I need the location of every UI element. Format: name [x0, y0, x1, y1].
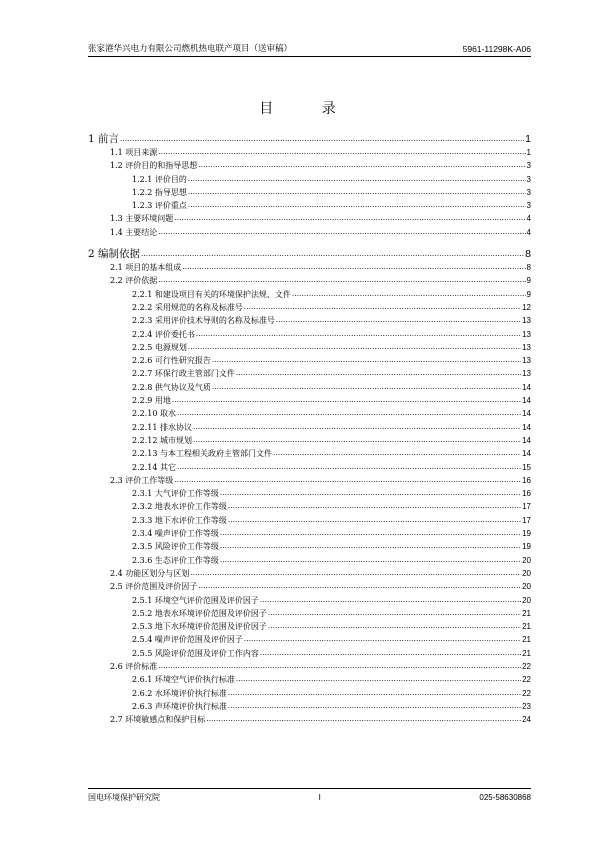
toc-entry[interactable]	[88, 647, 531, 660]
toc-entry-label: 2.5.1 环境空气评价范围及评价因子	[132, 595, 259, 605]
toc-leader-dots	[244, 300, 521, 314]
toc-entry-label: 2.2.12 城市规划	[132, 435, 192, 445]
toc-entry[interactable]	[88, 487, 531, 500]
toc-leader-dots	[188, 185, 526, 199]
toc-entry-label: 2.6.1 环境空气评价执行标准	[132, 675, 235, 685]
toc-entry-label: 2.6 评价标准	[110, 661, 158, 671]
toc-leader-dots	[236, 672, 521, 686]
toc-entry[interactable]	[88, 394, 531, 407]
toc-entry-label: 2 编制依据	[88, 248, 141, 261]
toc-entry[interactable]	[88, 700, 531, 713]
toc-leader-dots	[220, 539, 521, 553]
toc-entry-page: 4	[526, 227, 531, 237]
toc-entry[interactable]	[88, 421, 531, 434]
toc-entry-page: 13	[522, 369, 531, 379]
toc-leader-dots	[236, 366, 521, 380]
toc-entry[interactable]	[88, 594, 531, 607]
toc-entry-page: 21	[522, 648, 531, 658]
toc-leader-dots	[220, 486, 521, 500]
toc-entry-page: 22	[522, 661, 531, 671]
toc-entry-page: 3	[526, 187, 531, 197]
toc-entry-page: 16	[522, 489, 531, 499]
toc-entry[interactable]	[88, 132, 531, 146]
toc-leader-dots	[276, 313, 521, 327]
toc-entry[interactable]	[88, 199, 531, 212]
toc-entry[interactable]	[88, 173, 531, 186]
page-title: 目 录	[259, 101, 358, 117]
toc-entry-page: 17	[522, 502, 531, 512]
toc-leader-dots	[220, 553, 521, 567]
toc-entry[interactable]	[88, 567, 531, 580]
toc-entry-page: 19	[522, 529, 531, 539]
toc-leader-dots	[228, 513, 521, 527]
toc-entry[interactable]	[88, 580, 531, 593]
toc-leader-dots	[206, 712, 521, 726]
toc-entry-page: 20	[522, 568, 531, 578]
toc-entry-label: 2.2.2 采用规范的名称及标准号	[132, 302, 243, 312]
toc-leader-dots	[220, 526, 521, 540]
toc-entry[interactable]	[88, 226, 531, 239]
toc-entry[interactable]	[88, 354, 531, 367]
toc-entry[interactable]	[88, 301, 531, 314]
toc-entry-label: 2.3.6 生态评价工作等级	[132, 555, 219, 565]
footer-page-number: I	[318, 792, 321, 802]
header-rule	[88, 56, 531, 57]
toc-leader-dots	[193, 420, 521, 434]
toc-leader-dots	[198, 158, 525, 172]
toc-entry-label: 2.4 功能区划分与区划	[110, 568, 190, 578]
toc-entry-page: 17	[522, 515, 531, 525]
toc-leader-dots	[260, 593, 521, 607]
toc-entry-page: 20	[522, 555, 531, 565]
table-of-contents	[88, 132, 531, 726]
toc-entry-page: 22	[522, 675, 531, 685]
toc-leader-dots	[244, 632, 521, 646]
toc-entry-page: 4	[526, 214, 531, 224]
toc-entry[interactable]	[88, 514, 531, 527]
toc-entry-label: 1 前言	[88, 133, 120, 145]
toc-entry-label: 2.2.3 采用评价技术导则的名称及标准号	[132, 316, 275, 326]
toc-entry-label: 2.3.5 风险评价工作等级	[132, 542, 219, 552]
toc-leader-dots	[228, 699, 521, 713]
toc-entry-page: 8	[525, 248, 531, 261]
toc-leader-dots	[177, 406, 521, 420]
toc-leader-dots	[268, 606, 521, 620]
toc-entry-page: 1	[526, 148, 531, 157]
toc-entry[interactable]	[88, 247, 531, 261]
toc-entry[interactable]	[88, 407, 531, 420]
toc-entry-label: 1.2 评价目的和指导思想	[110, 161, 198, 171]
toc-entry[interactable]	[88, 212, 531, 225]
toc-entry[interactable]	[88, 554, 531, 567]
toc-entry-label: 2.2.1 和建设项目有关的环境保护法规、文件	[132, 289, 291, 299]
toc-entry-page: 1	[525, 133, 531, 145]
toc-entry[interactable]	[88, 159, 531, 172]
toc-entry[interactable]	[88, 620, 531, 633]
toc-entry-label: 2.3.2 地表水评价工作等级	[132, 502, 227, 512]
toc-entry-page: 12	[522, 302, 531, 312]
toc-entry-label: 2.5.4 噪声评价范围及评价因子	[132, 635, 243, 645]
toc-entry-label: 1.2.3 评价重点	[132, 201, 187, 211]
toc-leader-dots	[141, 246, 524, 261]
toc-entry-page: 16	[522, 475, 531, 485]
toc-entry-page: 20	[522, 582, 531, 592]
toc-entry-page: 9	[526, 289, 531, 299]
toc-entry-page: 20	[522, 595, 531, 605]
toc-entry-page: 14	[522, 422, 531, 432]
toc-entry-label: 2.2.8 供气协议及气质	[132, 382, 211, 392]
toc-entry-label: 2.3.1 大气评价工作等级	[132, 489, 219, 499]
toc-entry-page: 13	[522, 316, 531, 326]
toc-entry[interactable]	[88, 341, 531, 354]
toc-leader-dots	[193, 433, 521, 447]
toc-entry-label: 2.2.7 环保行政主管部门文件	[132, 369, 235, 379]
toc-leader-dots	[158, 145, 525, 159]
toc-leader-dots	[177, 460, 521, 474]
toc-leader-dots	[196, 327, 521, 341]
toc-entry-label: 2.2.9 用地	[132, 396, 171, 406]
toc-entry-label: 2.3 评价工作等级	[110, 475, 174, 485]
toc-entry-label: 2.2.10 取水	[132, 409, 176, 419]
toc-entry-label: 2.5.5 风险评价范围及评价工作内容	[132, 648, 259, 658]
toc-entry[interactable]	[88, 146, 531, 159]
footer-rule	[88, 788, 531, 789]
toc-entry-label: 2.2.4 评价委托书	[132, 329, 195, 339]
toc-entry-label: 1.2.2 指导思想	[132, 187, 187, 197]
toc-entry-label: 1.1 项目来源	[110, 148, 158, 157]
toc-entry-label: 2.5.2 地表水环境评价范围及评价因子	[132, 608, 267, 618]
toc-entry-label: 2.2.5 电源规划	[132, 342, 187, 352]
toc-entry-label: 1.3 主要环境问题	[110, 214, 174, 224]
toc-entry-page: 3	[526, 201, 531, 211]
toc-entry[interactable]	[88, 381, 531, 394]
toc-entry-label: 2.3.4 噪声评价工作等级	[132, 529, 219, 539]
toc-entry-page: 14	[522, 435, 531, 445]
toc-entry-label: 1.2.1 评价目的	[132, 174, 187, 184]
toc-entry-label: 2.2.13 与本工程相关政府主管部门文件	[132, 449, 272, 459]
toc-entry-label: 2.2.6 可行性研究报告	[132, 356, 211, 366]
toc-entry[interactable]	[88, 500, 531, 513]
toc-entry-label: 2.6.3 声环境评价执行标准	[132, 701, 227, 711]
toc-leader-dots	[188, 172, 526, 186]
toc-entry-label: 2.5.3 地下水环境评价范围及评价因子	[132, 622, 267, 632]
toc-entry[interactable]	[88, 687, 531, 700]
toc-leader-dots	[158, 659, 521, 673]
toc-entry-page: 15	[522, 462, 531, 472]
toc-entry-label: 2.2.11 排水协议	[132, 422, 192, 432]
toc-entry[interactable]	[88, 367, 531, 380]
toc-leader-dots	[292, 287, 526, 301]
toc-entry[interactable]	[88, 660, 531, 673]
toc-entry[interactable]	[88, 186, 531, 199]
toc-leader-dots	[172, 393, 521, 407]
toc-entry-page: 21	[522, 622, 531, 632]
toc-entry-label: 2.5 评价范围及评价因子	[110, 582, 198, 592]
toc-entry-page: 8	[526, 263, 531, 273]
toc-entry-page: 3	[526, 174, 531, 184]
header-document-code: 5961-11298K-A06	[462, 44, 531, 54]
toc-entry-page: 24	[522, 715, 531, 725]
toc-entry[interactable]	[88, 461, 531, 474]
toc-leader-dots	[268, 619, 521, 633]
toc-leader-dots	[174, 211, 525, 225]
header-project-title: 张家港华兴电力有限公司燃机热电联产项目（送审稿）	[88, 44, 293, 54]
toc-entry-page: 13	[522, 342, 531, 352]
toc-entry[interactable]	[88, 314, 531, 327]
toc-leader-dots	[212, 353, 521, 367]
toc-entry-page: 14	[522, 449, 531, 459]
toc-entry-page: 3	[526, 161, 531, 171]
toc-leader-dots	[190, 566, 521, 580]
toc-entry-page: 22	[522, 688, 531, 698]
toc-leader-dots	[212, 380, 521, 394]
toc-entry-label: 2.1 项目的基本组成	[110, 263, 182, 273]
toc-entry[interactable]	[88, 474, 531, 487]
toc-leader-dots	[120, 131, 524, 146]
toc-entry[interactable]	[88, 607, 531, 620]
toc-entry-label: 2.7 环境敏感点和保护目标	[110, 715, 206, 725]
toc-entry[interactable]	[88, 540, 531, 553]
toc-entry-label: 2.3.3 地下水评价工作等级	[132, 515, 227, 525]
toc-leader-dots	[182, 260, 525, 274]
toc-entry-label: 2.6.2 水环境评价执行标准	[132, 688, 227, 698]
toc-leader-dots	[198, 579, 521, 593]
toc-entry[interactable]	[88, 434, 531, 447]
toc-leader-dots	[158, 273, 525, 287]
toc-entry-label: 2.2.14 其它	[132, 462, 176, 472]
page-header	[88, 40, 531, 54]
toc-entry-page: 14	[522, 409, 531, 419]
toc-entry-page: 21	[522, 635, 531, 645]
toc-entry[interactable]	[88, 673, 531, 686]
toc-entry-page: 9	[526, 276, 531, 286]
toc-leader-dots	[228, 686, 521, 700]
toc-entry[interactable]	[88, 527, 531, 540]
toc-entry[interactable]	[88, 713, 531, 726]
toc-entry-label: 2.2 评价依据	[110, 276, 158, 286]
toc-entry-page: 21	[522, 608, 531, 618]
page-footer	[88, 791, 531, 803]
toc-leader-dots	[158, 225, 525, 239]
toc-leader-dots	[228, 499, 521, 513]
footer-organization: 国电环境保护研究院	[88, 792, 160, 802]
toc-entry-page: 13	[522, 356, 531, 366]
toc-entry[interactable]	[88, 261, 531, 274]
toc-entry-page: 19	[522, 542, 531, 552]
toc-leader-dots	[188, 340, 521, 354]
toc-entry-page: 14	[522, 382, 531, 392]
toc-leader-dots	[273, 446, 521, 460]
toc-entry-page: 14	[522, 396, 531, 406]
toc-entry[interactable]	[88, 633, 531, 646]
toc-entry-page: 13	[522, 329, 531, 339]
toc-entry[interactable]	[88, 328, 531, 341]
toc-entry-page: 23	[522, 701, 531, 711]
toc-entry[interactable]	[88, 447, 531, 460]
toc-entry-label: 1.4 主要结论	[110, 227, 158, 237]
footer-phone: 025-58630868	[479, 792, 531, 802]
toc-leader-dots	[188, 198, 526, 212]
toc-entry[interactable]	[88, 274, 531, 287]
toc-leader-dots	[174, 473, 521, 487]
toc-entry[interactable]	[88, 288, 531, 301]
toc-leader-dots	[260, 646, 521, 660]
